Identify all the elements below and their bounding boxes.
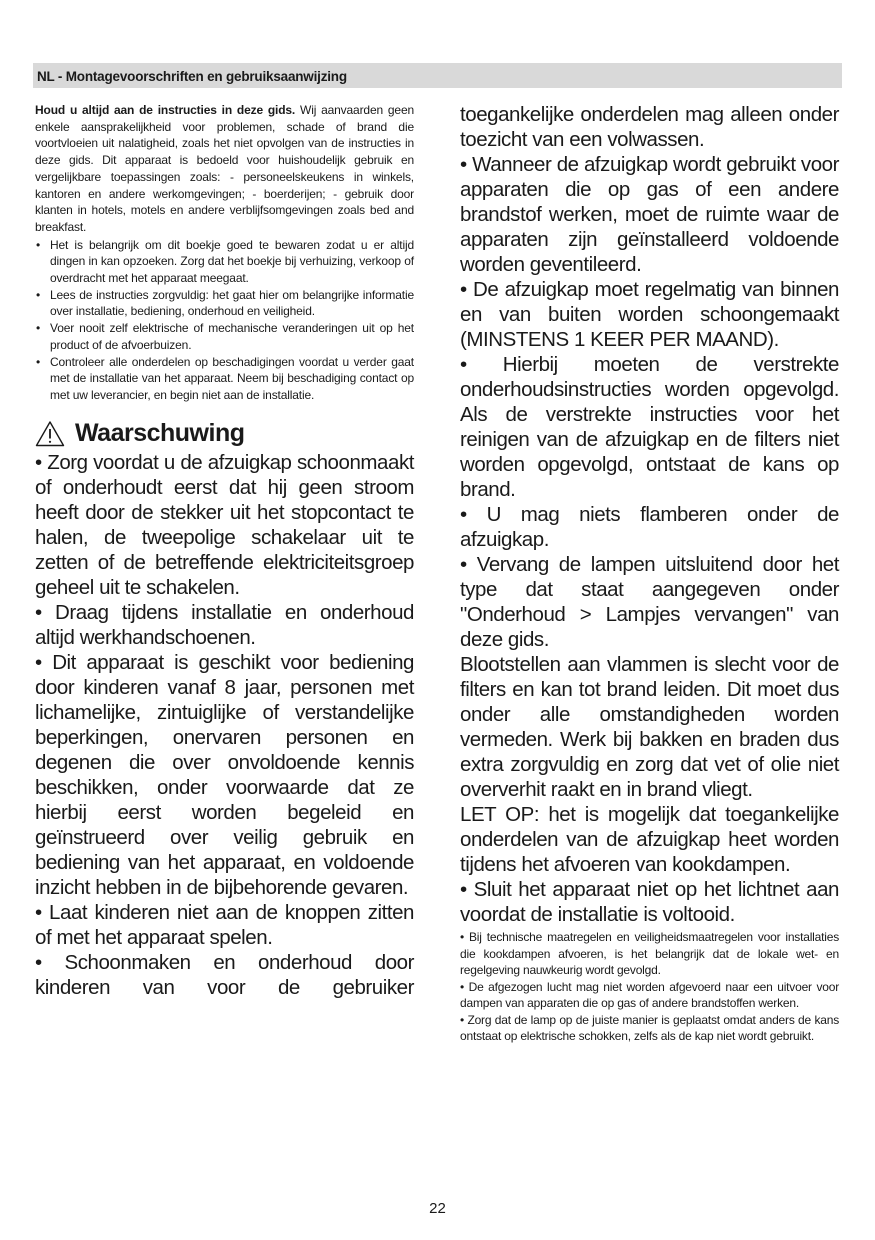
- right-small-paragraph: • Bij technische maatregelen en veiligheidsmaatregelen voor installaties die kookdampen afvoeren, is het belangrijk dat de lokale wet- en regelgeving nauwkeurig wordt gevolgd.: [460, 930, 839, 977]
- warning-triangle-icon: [35, 420, 65, 447]
- right-paragraph: Blootstellen aan vlammen is slecht voor de filters en kan tot brand leiden. Dit moet dus onder alle omstandigheden worden vermeden. Werk bij bakken en braden dus extra zorgvuldig en zorg dat vet of olie niet oververhit raakt en in brand vliegt.: [460, 653, 839, 801]
- warning-text: [35, 450, 414, 1000]
- right-paragraph: • Vervang de lampen uitsluitend door het type dat staat aangegeven onder "Onderhoud > Lampjes vervangen" van deze gids.: [460, 553, 839, 651]
- right-small-paragraph: • Zorg dat de lamp op de juiste manier is geplaatst omdat anders de kans ontstaat op elektrische schokken, zelfs als de kap niet wordt gebruikt.: [460, 1012, 839, 1043]
- list-item: • Controleer alle onderdelen op beschadigingen voordat u verder gaat met de installatie van het apparaat. Neem bij beschadiging contact op met uw leverancier, en begin niet aan de installatie.: [35, 354, 414, 404]
- left-column: [35, 102, 414, 1000]
- right-paragraph: • Wanneer de afzuigkap wordt gebruikt voor apparaten die op gas of een andere brandstof werken, moet de ruimte waar de apparaten zijn geïnstalleerd voldoende worden geventileerd.: [460, 153, 839, 276]
- right-small-text: [460, 929, 839, 1045]
- warning-paragraph: • Laat kinderen niet aan de knoppen zitten of met het apparaat spelen.: [35, 900, 414, 949]
- warning-paragraph: • Zorg voordat u de afzuigkap schoonmaakt of onderhoudt eerst dat hij geen stroom heeft door de stekker uit het stopcontact te halen, de tweepolige schakelaar uit te zetten of de betreffende elektriciteitsgroep geheel uit te schakelen.: [35, 450, 414, 599]
- right-small-paragraph: • De afgezogen lucht mag niet worden afgevoerd naar een uitvoer voor dampen van apparaten die op gas of andere brandstoffen werken.: [460, 979, 839, 1010]
- intro-block: [35, 102, 414, 404]
- intro-paragraph: [35, 102, 414, 236]
- list-item: • Voer nooit zelf elektrische of mechanische veranderingen uit op het product of de afvoerbuizen.: [35, 320, 414, 353]
- right-paragraph: toegankelijke onderdelen mag alleen onder toezicht van een volwassen.: [460, 103, 839, 151]
- list-item: • Het is belangrijk om dit boekje goed te bewaren zodat u er altijd dingen in kan opzoeken. Zorg dat het boekje bij verhuizing, verkoop of overdracht met het apparaat meegaat.: [35, 237, 414, 287]
- section-header: NL - Montagevoorschriften en gebruiksaanwijzing: [33, 63, 842, 88]
- right-paragraph: • De afzuigkap moet regelmatig van binnen en van buiten worden schoongemaakt (MINSTENS 1 KEER PER MAAND).: [460, 278, 839, 351]
- warning-heading: [35, 418, 414, 450]
- right-main-text: [460, 102, 839, 927]
- warning-paragraph: • Draag tijdens installatie en onderhoud altijd werkhandschoenen.: [35, 600, 414, 649]
- page-number: 22: [429, 1200, 446, 1217]
- right-paragraph: LET OP: het is mogelijk dat toegankelijke onderdelen van de afzuigkap heet worden tijdens het afvoeren van kookdampen.: [460, 803, 839, 876]
- intro-text: Wij aanvaarden geen enkele aansprakelijkheid voor problemen, schade of brand die voortvloeien uit nalatigheid, zoals het niet opvolgen van de instructies in deze gids. Dit apparaat is bedoeld voor huishoudelijk gebruik en vergelijkbare toepassingen zoals: - personeelskeukens in winkels, kantoren en andere werkomgevingen; - boerderijen; - gebruik door klanten in hotels, motels en andere verblijfsomgevingen zoals bed and breakfast.: [35, 103, 414, 234]
- warning-paragraph: • Schoonmaken en onderhoud door kinderen van voor de gebruiker: [35, 950, 414, 999]
- right-column: [460, 102, 839, 1045]
- right-paragraph: • U mag niets flamberen onder de afzuigkap.: [460, 503, 839, 551]
- right-paragraph: • Hierbij moeten de verstrekte onderhoudsinstructies worden opgevolgd. Als de verstrekte instructies voor het reinigen van de afzuigkap en de filters niet worden opgevolgd, ontstaat de kans op brand.: [460, 353, 839, 501]
- intro-bold: Houd u altijd aan de instructies in deze gids.: [35, 103, 296, 117]
- warning-title: Waarschuwing: [75, 419, 245, 448]
- warning-paragraph: • Dit apparaat is geschikt voor bediening door kinderen vanaf 8 jaar, personen met lichamelijke, zintuiglijke of verstandelijke beperkingen, onervaren personen en degenen die over onvoldoende kennis beschikken, onder voorwaarde dat ze hierbij eerst worden begeleid en geïnstrueerd over veilig gebruik en bediening van het apparaat, en voldoende inzicht hebben in de bijbehorende gevaren.: [35, 650, 414, 899]
- list-item: • Lees de instructies zorgvuldig: het gaat hier om belangrijke informatie over installatie, bediening, onderhoud en veiligheid.: [35, 287, 414, 320]
- intro-bullet-list: [35, 237, 414, 404]
- right-paragraph: • Sluit het apparaat niet op het lichtnet aan voordat de installatie is voltooid.: [460, 878, 839, 926]
